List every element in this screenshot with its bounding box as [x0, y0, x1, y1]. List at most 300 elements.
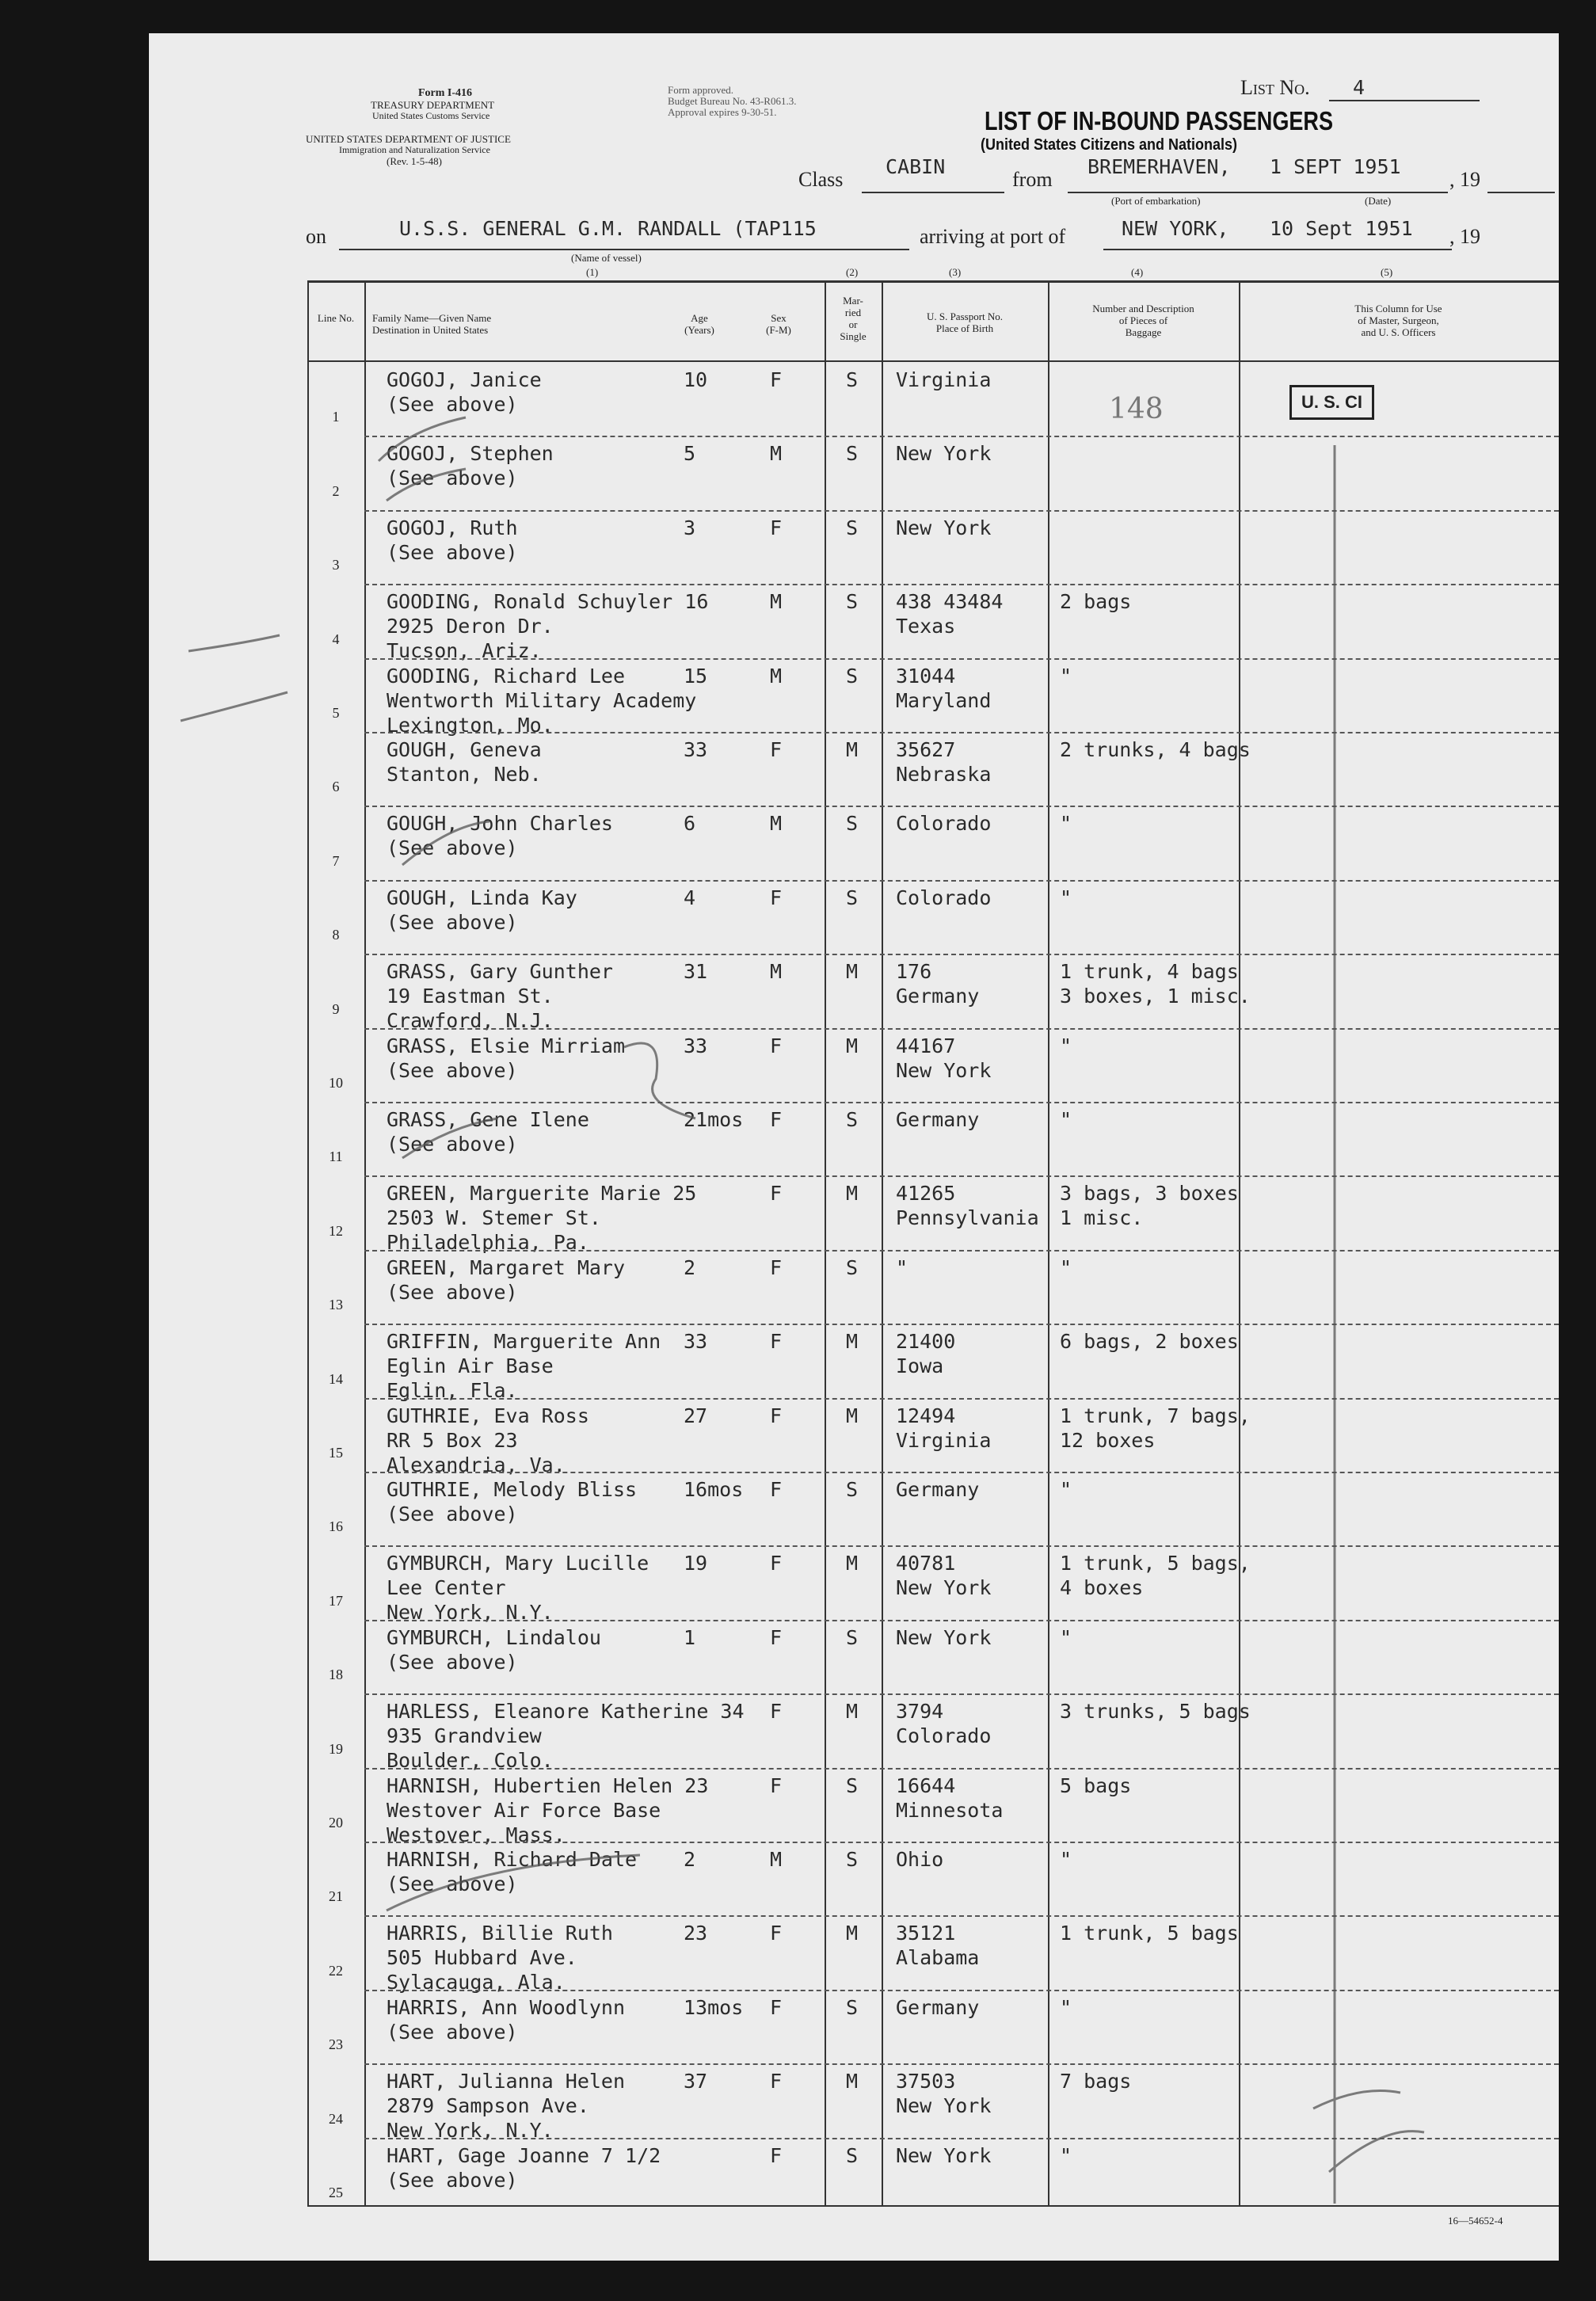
underline [1487, 192, 1555, 193]
cell-pob: Virginia [896, 1428, 992, 1452]
cell-name: GRASS, Gary Gunther [387, 960, 613, 984]
cell-sex: F [770, 1255, 783, 1279]
vessel-name: U.S.S. GENERAL G.M. RANDALL (TAP115 [399, 217, 817, 240]
cell-l2: (See above) [387, 1503, 518, 1526]
cell-sex: F [770, 1700, 783, 1724]
cell-name: HARNISH, Richard Dale [387, 1848, 638, 1871]
ins-service: Immigration and Naturalization Service [339, 144, 490, 155]
form-approved: Form approved. [668, 84, 734, 96]
cell-l2: 505 Hubbard Ave. [387, 1946, 577, 1970]
cell-ms: M [846, 1330, 859, 1354]
col-num-3: (3) [949, 266, 962, 278]
cell-age: 13mos [684, 1995, 744, 2019]
cell-sex: F [770, 1404, 783, 1427]
cell-ms: S [846, 1848, 859, 1871]
cell-pp: Germany [896, 1478, 980, 1501]
cell-pob: Colorado [896, 1724, 992, 1748]
row-divider [364, 658, 1559, 661]
cell-l3: Sylacauga, Ala. [387, 1971, 566, 1994]
cell-pp: New York [896, 1625, 992, 1649]
cell-pob: Minnesota [896, 1798, 1004, 1822]
row-divider [364, 510, 1559, 512]
table-row [149, 510, 1559, 584]
cell-l2: Lee Center [387, 1576, 506, 1600]
cell-bag1: 2 bags [1060, 590, 1132, 614]
cell-name: GOODING, Richard Lee [387, 664, 626, 688]
cell-bag1: 6 bags, 2 boxes [1060, 1330, 1239, 1354]
row-divider [364, 880, 1559, 882]
budget-bureau: Budget Bureau No. 43-R061.3. [668, 95, 797, 107]
cell-bag1: 1 trunk, 5 bags, [1060, 1552, 1251, 1575]
cell-bag1: " [1060, 886, 1072, 909]
table-row [149, 1472, 1559, 1545]
row-divider [364, 2063, 1559, 2066]
table-row [149, 1915, 1559, 1994]
table-row [149, 1842, 1559, 1915]
cell-bag1: 5 bags [1060, 1773, 1132, 1797]
cell-l3: New York, N.Y. [387, 2119, 554, 2143]
cell-pp: 40781 [896, 1552, 956, 1575]
cell-pp: 35627 [896, 738, 956, 761]
cell-l2: (See above) [387, 1133, 518, 1156]
cell-name: HARRIS, Ann Woodlynn [387, 1995, 626, 2019]
row-divider [364, 1398, 1559, 1400]
cell-pp: 16644 [896, 1773, 956, 1797]
row-divider [364, 436, 1559, 438]
col-header-married: Mar- ried or Single [840, 295, 867, 342]
cell-sex: F [770, 1995, 783, 2019]
cell-l3: Alexandria, Va. [387, 1453, 566, 1476]
cell-ms: S [846, 368, 859, 391]
cell-l2: (See above) [387, 1280, 518, 1304]
col-header-officers: This Column for Use of Master, Surgeon, and U. S. Officers [1354, 303, 1442, 338]
line-number: 23 [329, 2036, 343, 2053]
cell-l2: Wentworth Military Academy [387, 688, 697, 712]
cell-ms: S [846, 1773, 859, 1797]
underline [1068, 192, 1448, 193]
table-row [149, 584, 1559, 663]
arrival-date: 10 Sept 1951 [1270, 217, 1413, 240]
cell-bag1: " [1060, 1625, 1072, 1649]
cell-ms: S [846, 886, 859, 909]
line-number: 15 [329, 1444, 343, 1461]
treasury-dept: TREASURY DEPARTMENT [371, 99, 495, 111]
line-number: 12 [329, 1222, 343, 1239]
customs-stamp: U. S. CI [1289, 385, 1374, 420]
class-value: CABIN [886, 155, 946, 178]
cell-bag1: 7 bags [1060, 2070, 1132, 2093]
col-header-name: Family Name—Given Name Destination in United States [372, 312, 492, 336]
cell-bag1: " [1060, 812, 1072, 836]
cell-bag2: 12 boxes [1060, 1428, 1156, 1452]
cell-age: 15 [684, 664, 708, 688]
col-header-sex: Sex (F-M) [766, 312, 791, 336]
cell-pp: 31044 [896, 664, 956, 688]
table-row [149, 806, 1559, 879]
table-row [149, 1990, 1559, 2063]
cell-pp: Germany [896, 1995, 980, 2019]
cell-ms: S [846, 2143, 859, 2167]
cell-bag1: 1 trunk, 7 bags, [1060, 1404, 1251, 1427]
col-header-baggage: Number and Description of Pieces of Baggage [1092, 303, 1194, 338]
cell-bag1: 1 trunk, 5 bags [1060, 1922, 1239, 1945]
cell-l2: Stanton, Neb. [387, 763, 542, 786]
cell-sex: F [770, 886, 783, 909]
revision: (Rev. 1-5-48) [387, 155, 442, 167]
row-divider [364, 1915, 1559, 1918]
line-number: 17 [329, 1592, 343, 1609]
cell-l2: (See above) [387, 540, 518, 564]
cell-sex: M [770, 442, 783, 466]
cell-sex: F [770, 1922, 783, 1945]
cell-l3: Lexington, Mo. [387, 713, 554, 737]
cell-ms: M [846, 1182, 859, 1206]
underline [339, 249, 909, 250]
table-row [149, 2063, 1559, 2143]
cell-ms: S [846, 1995, 859, 2019]
form-number: Form I-416 [418, 87, 473, 99]
list-no-label: List No. [1240, 76, 1310, 99]
cell-ms: M [846, 1404, 859, 1427]
cell-bag2: 1 misc. [1060, 1206, 1144, 1230]
table-top-border [307, 280, 1559, 283]
cell-pp: 12494 [896, 1404, 956, 1427]
cell-l2: (See above) [387, 1872, 518, 1895]
cell-pp: 44167 [896, 1034, 956, 1057]
list-no-value: 4 [1353, 76, 1366, 99]
cell-name: GYMBURCH, Mary Lucille [387, 1552, 649, 1575]
cell-l2: 935 Grandview [387, 1724, 542, 1748]
row-divider [364, 1620, 1559, 1622]
cell-age: 4 [684, 886, 696, 909]
cell-name: GOGOJ, Stephen [387, 442, 554, 466]
table-row [149, 1620, 1559, 1693]
cell-name: GYMBURCH, Lindalou [387, 1625, 601, 1649]
arriving-label: arriving at port of [920, 225, 1066, 248]
cell-sex: F [770, 516, 783, 539]
line-number: 5 [332, 704, 340, 721]
cell-bag1: 2 trunks, 4 bags [1060, 738, 1251, 761]
cell-name: GOGOJ, Janice [387, 368, 542, 391]
cell-sex: F [770, 1330, 783, 1354]
customs-service: United States Customs Service [372, 110, 490, 121]
table-row [149, 954, 1559, 1033]
cell-sex: M [770, 1848, 783, 1871]
cell-l2: (See above) [387, 836, 518, 860]
on-label: on [306, 225, 326, 248]
cell-l2: 2879 Sampson Ave. [387, 2094, 589, 2118]
cell-ms: S [846, 1625, 859, 1649]
cell-age: 33 [684, 1330, 708, 1354]
table-row [149, 1768, 1559, 1846]
cell-l2: (See above) [387, 1058, 518, 1082]
line-number: 7 [332, 852, 340, 869]
form-subtitle: (United States Citizens and Nationals) [981, 136, 1238, 154]
cell-name: GOODING, Ronald Schuyler 16 [387, 590, 709, 614]
cell-pp: Colorado [896, 886, 992, 909]
cell-bag1: 3 bags, 3 boxes [1060, 1182, 1239, 1206]
col-num-2: (2) [846, 266, 859, 278]
cell-pob: Maryland [896, 688, 992, 712]
cell-name: HARNISH, Hubertien Helen 23 [387, 1773, 709, 1797]
row-divider [364, 1175, 1559, 1178]
cell-age: 6 [684, 812, 696, 836]
cell-pob: Texas [896, 615, 956, 638]
cell-ms: S [846, 812, 859, 836]
cell-name: GREEN, Marguerite Marie 25 [387, 1182, 697, 1206]
cell-name: GUTHRIE, Eva Ross [387, 1404, 589, 1427]
cell-name: GUTHRIE, Melody Bliss [387, 1478, 638, 1501]
cell-l2: 2503 W. Stemer St. [387, 1206, 601, 1230]
table-row [149, 1398, 1559, 1476]
manifest-page [149, 33, 1559, 2261]
cell-age: 19 [684, 1552, 708, 1575]
cell-age: 16mos [684, 1478, 744, 1501]
table-row [149, 1324, 1559, 1403]
underline [1103, 249, 1452, 250]
cell-pp: New York [896, 442, 992, 466]
row-divider [364, 1693, 1559, 1696]
line-number: 22 [329, 1962, 343, 1979]
underline [862, 192, 1004, 193]
cell-name: HARRIS, Billie Ruth [387, 1922, 613, 1945]
line-number: 21 [329, 1888, 343, 1905]
line-number: 20 [329, 1814, 343, 1831]
cell-sex: F [770, 1625, 783, 1649]
cell-ms: S [846, 442, 859, 466]
cell-bag1: 1 trunk, 4 bags [1060, 960, 1239, 984]
line-number: 18 [329, 1667, 343, 1683]
cell-bag1: " [1060, 664, 1072, 688]
from-label: from [1012, 168, 1053, 191]
cell-pob: Iowa [896, 1354, 944, 1378]
cell-l2: (See above) [387, 467, 518, 490]
port-caption: (Port of embarkation) [1111, 195, 1201, 207]
cell-bag1: " [1060, 1255, 1072, 1279]
line-number: 1 [332, 409, 340, 425]
col-header-line: Line No. [317, 312, 355, 324]
row-divider [364, 1102, 1559, 1104]
arrival-port: NEW YORK, [1122, 217, 1229, 240]
cell-sex: M [770, 590, 783, 614]
cell-pob: Pennsylvania [896, 1206, 1039, 1230]
cell-age: 33 [684, 1034, 708, 1057]
cell-ms: S [846, 1108, 859, 1131]
cell-name: GOUGH, Linda Kay [387, 886, 577, 909]
cell-l2: (See above) [387, 2168, 518, 2192]
cell-l2: (See above) [387, 393, 518, 416]
cell-pp: Virginia [896, 368, 992, 391]
cell-l2: 2925 Deron Dr. [387, 615, 554, 638]
cell-pob: New York [896, 1058, 992, 1082]
row-divider [364, 1768, 1559, 1770]
cell-age: 10 [684, 368, 708, 391]
cell-l3: Eglin, Fla. [387, 1379, 518, 1403]
cell-name: HARLESS, Eleanore Katherine 34 [387, 1700, 745, 1724]
cell-l3: Crawford, N.J. [387, 1009, 554, 1033]
cell-age: 1 [684, 1625, 696, 1649]
cell-pp: 21400 [896, 1330, 956, 1354]
cell-name: GRASS, Elsie Mirriam [387, 1034, 626, 1057]
cell-bag1: " [1060, 1478, 1072, 1501]
cell-sex: M [770, 960, 783, 984]
cell-name: HART, Gage Joanne 7 1/2 [387, 2143, 661, 2167]
cell-bag1: " [1060, 1108, 1072, 1131]
cell-pp: Colorado [896, 812, 992, 836]
cell-age: 27 [684, 1404, 708, 1427]
cell-age: 2 [684, 1848, 696, 1871]
cell-ms: S [846, 516, 859, 539]
cell-l3: Tucson, Ariz. [387, 639, 542, 663]
cell-pp: Ohio [896, 1848, 944, 1871]
cell-pp: 41265 [896, 1182, 956, 1206]
embarkation-date: 1 SEPT 1951 [1270, 155, 1401, 178]
table-row [149, 1693, 1559, 1773]
cell-l3: Boulder, Colo. [387, 1749, 554, 1773]
cell-l2: (See above) [387, 910, 518, 934]
cell-pp: 176 [896, 960, 932, 984]
row-divider [364, 1990, 1559, 1992]
approval-expires: Approval expires 9-30-51. [668, 106, 777, 118]
table-row [149, 1175, 1559, 1255]
row-divider [364, 732, 1559, 734]
table-row [149, 436, 1559, 509]
cell-sex: F [770, 738, 783, 761]
cell-sex: M [770, 812, 783, 836]
cell-bag1: " [1060, 1995, 1072, 2019]
line-number: 10 [329, 1074, 343, 1091]
cell-bag1: " [1060, 2143, 1072, 2167]
line-number: 14 [329, 1370, 343, 1387]
row-divider [364, 584, 1559, 586]
row-divider [364, 954, 1559, 956]
cell-age: 3 [684, 516, 696, 539]
cell-l2: Eglin Air Base [387, 1354, 554, 1378]
cell-pp: 35121 [896, 1922, 956, 1945]
table-row [149, 1545, 1559, 1625]
row-divider [364, 1472, 1559, 1474]
cell-pp: 3794 [896, 1700, 944, 1724]
table-row [149, 1028, 1559, 1102]
cell-l3: Westover, Mass. [387, 1823, 566, 1846]
row-divider [364, 1842, 1559, 1844]
cell-ms: M [846, 1552, 859, 1575]
cell-bag1: " [1060, 1034, 1072, 1057]
cell-pob: Nebraska [896, 763, 992, 786]
cell-pob: Alabama [896, 1946, 980, 1970]
cell-sex: F [770, 1552, 783, 1575]
table-row [149, 2138, 1559, 2211]
cell-bag2: 4 boxes [1060, 1576, 1144, 1600]
line-number: 24 [329, 2110, 343, 2127]
cell-sex: M [770, 664, 783, 688]
cell-sex: F [770, 368, 783, 391]
line-number: 13 [329, 1297, 343, 1313]
table-row [149, 732, 1559, 806]
cell-name: HART, Julianna Helen [387, 2070, 626, 2093]
cell-pp: New York [896, 2143, 992, 2167]
row-divider [364, 1028, 1559, 1030]
cell-pp: Germany [896, 1108, 980, 1131]
table-row [149, 1250, 1559, 1324]
cell-ms: M [846, 960, 859, 984]
cell-pp: 37503 [896, 2070, 956, 2093]
col-header-age: Age (Years) [684, 312, 714, 336]
count-stamp: 148 [1109, 393, 1164, 425]
row-divider [364, 2138, 1559, 2140]
line-number: 9 [332, 1000, 340, 1017]
cell-pp: New York [896, 516, 992, 539]
cell-pp: 438 43484 [896, 590, 1004, 614]
cell-ms: S [846, 1255, 859, 1279]
justice-dept: UNITED STATES DEPARTMENT OF JUSTICE [306, 133, 511, 145]
cell-sex: F [770, 2143, 783, 2167]
cell-l2: (See above) [387, 1650, 518, 1674]
cell-age: 37 [684, 2070, 708, 2093]
cell-ms: S [846, 590, 859, 614]
row-divider [364, 806, 1559, 808]
row-divider [364, 1545, 1559, 1548]
cell-pp: " [896, 1255, 908, 1279]
vessel-caption: (Name of vessel) [571, 252, 642, 264]
cell-pob: New York [896, 1576, 992, 1600]
line-number: 6 [332, 779, 340, 795]
cell-ms: M [846, 1700, 859, 1724]
cell-name: GOUGH, John Charles [387, 812, 613, 836]
cell-pob: New York [896, 2094, 992, 2118]
col-num-5: (5) [1381, 266, 1393, 278]
cell-l3: Philadelphia, Pa. [387, 1231, 589, 1255]
cell-ms: M [846, 738, 859, 761]
row-divider [364, 1324, 1559, 1326]
col-header-passport: U. S. Passport No. Place of Birth [926, 310, 1004, 334]
class-label: Class [798, 168, 844, 191]
row-divider [364, 1250, 1559, 1252]
cell-bag1: " [1060, 1848, 1072, 1871]
cell-name: GOGOJ, Ruth [387, 516, 518, 539]
cell-age: 23 [684, 1922, 708, 1945]
cell-sex: F [770, 1478, 783, 1501]
cell-sex: F [770, 1034, 783, 1057]
footer-code: 16—54652-4 [1448, 2215, 1503, 2227]
cell-l2: 19 Eastman St. [387, 985, 554, 1008]
cell-age: 31 [684, 960, 708, 984]
col-num-1: (1) [586, 266, 599, 278]
cell-sex: F [770, 1182, 783, 1206]
table-row [149, 1102, 1559, 1175]
cell-age: 33 [684, 738, 708, 761]
cell-ms: M [846, 1922, 859, 1945]
line-number: 3 [332, 557, 340, 573]
cell-name: GRIFFIN, Marguerite Ann [387, 1330, 661, 1354]
cell-ms: M [846, 1034, 859, 1057]
cell-l2: (See above) [387, 2020, 518, 2044]
line-number: 2 [332, 482, 340, 499]
line-number: 16 [329, 1518, 343, 1535]
cell-l3: New York, N.Y. [387, 1601, 554, 1625]
table-row [149, 880, 1559, 954]
cell-sex: F [770, 1108, 783, 1131]
embarkation-port: BREMERHAVEN, [1087, 155, 1231, 178]
cell-l2: RR 5 Box 23 [387, 1428, 518, 1452]
cell-ms: S [846, 1478, 859, 1501]
cell-age: 2 [684, 1255, 696, 1279]
cell-age: 21mos [684, 1108, 744, 1131]
table-row [149, 658, 1559, 737]
cell-pob: Germany [896, 985, 980, 1008]
col-num-4: (4) [1131, 266, 1144, 278]
date-caption: (Date) [1365, 195, 1392, 207]
